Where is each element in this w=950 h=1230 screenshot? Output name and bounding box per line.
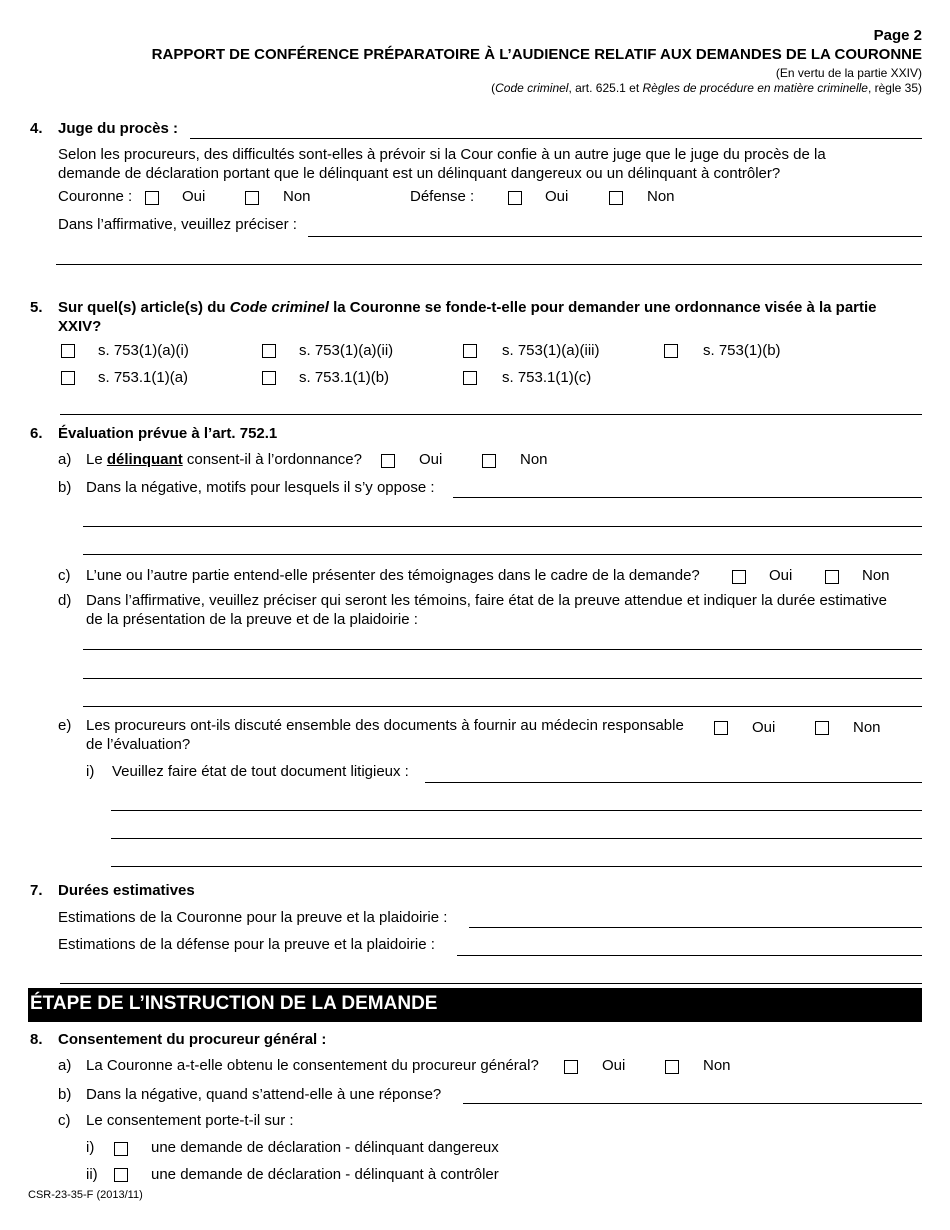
section-4-specify-field[interactable]: [308, 236, 922, 237]
item-6c-letter: c): [58, 567, 71, 584]
option-753-1-a-iii-label: s. 753(1)(a)(iii): [502, 342, 600, 359]
dangerous-offender-checkbox[interactable]: [114, 1142, 128, 1156]
item-6b-label: Dans la négative, motifs pour lesquels il s’y oppose :: [86, 479, 435, 496]
item-8c-label: Le consentement porte-t-il sur :: [86, 1112, 294, 1129]
crown-yes-checkbox[interactable]: [145, 191, 159, 205]
item-6a-yes-label: Oui: [419, 451, 443, 468]
item-8a-letter: a): [58, 1057, 72, 1074]
option-753-1-b-checkbox[interactable]: [664, 344, 678, 358]
crown-estimate-field[interactable]: [469, 927, 922, 928]
item-8b-field[interactable]: [463, 1103, 922, 1104]
option-753-1-1-b-label: s. 753.1(1)(b): [299, 369, 390, 386]
item-8c-letter: c): [58, 1112, 71, 1129]
long-term-offender-checkbox[interactable]: [114, 1168, 128, 1182]
section-5-number: 5.: [30, 299, 43, 316]
section-5-question-line2: XXIV?: [58, 318, 102, 335]
item-8a-no-label: Non: [703, 1057, 731, 1074]
item-8a-yes-label: Oui: [602, 1057, 626, 1074]
item-6e-no-label: Non: [853, 719, 881, 736]
item-6a-no-label: Non: [520, 451, 548, 468]
section-6-title: Évaluation prévue à l’art. 752.1: [58, 425, 278, 442]
section-4-title: Juge du procès :: [58, 120, 179, 137]
item-6c-question: L’une ou l’autre partie entend-elle présenter des témoignages dans le cadre de la demande?: [86, 567, 700, 584]
item-8b-letter: b): [58, 1086, 72, 1103]
item-6c-no-checkbox[interactable]: [825, 570, 839, 584]
section-8-title: Consentement du procureur général :: [58, 1031, 327, 1048]
page-number: Page 2: [873, 27, 922, 44]
item-6d-field-3[interactable]: [83, 706, 922, 707]
item-6e-i-field[interactable]: [425, 782, 922, 783]
defence-no-label: Non: [647, 188, 675, 205]
item-6e-letter: e): [58, 717, 72, 734]
item-6a-letter: a): [58, 451, 72, 468]
form-title: RAPPORT DE CONFÉRENCE PRÉPARATOIRE À L’AUDIENCE RELATIF AUX DEMANDES DE LA COURONNE: [151, 46, 922, 63]
option-753-1-1-a-checkbox[interactable]: [61, 371, 75, 385]
item-6b-field-3[interactable]: [83, 554, 922, 555]
defence-no-checkbox[interactable]: [609, 191, 623, 205]
item-6b-field[interactable]: [453, 497, 922, 498]
option-753-1-a-iii-checkbox[interactable]: [463, 344, 477, 358]
crown-label: Couronne :: [58, 188, 133, 205]
item-6e-i-label: Veuillez faire état de tout document litigieux :: [112, 763, 409, 780]
defence-estimate-field[interactable]: [457, 955, 922, 956]
item-6d-field[interactable]: [83, 649, 922, 650]
option-753-1-a-i-label: s. 753(1)(a)(i): [98, 342, 189, 359]
item-6a-yes-checkbox[interactable]: [381, 454, 395, 468]
option-753-1-1-c-label: s. 753.1(1)(c): [502, 369, 592, 386]
item-6c-no-label: Non: [862, 567, 890, 584]
section-4-specify-field-2[interactable]: [56, 264, 922, 265]
section-5-question-line1: Sur quel(s) article(s) du Code criminel la Couronne se fonde-t-elle pour demander une ordonnance visée à la partie: [58, 299, 877, 316]
item-6a-no-checkbox[interactable]: [482, 454, 496, 468]
section-4-specify-label: Dans l’affirmative, veuillez préciser :: [58, 216, 297, 233]
citation-note: (Code criminel, art. 625.1 et Règles de procédure en matière criminelle, règle 35): [491, 81, 922, 95]
crown-yes-label: Oui: [182, 188, 206, 205]
defence-label: Défense :: [410, 188, 475, 205]
item-6d-question-line1: Dans l’affirmative, veuillez préciser qui seront les témoins, faire état de la preuve attendue et indiquer la durée estimative: [86, 592, 887, 609]
form-code: CSR-23-35-F (2013/11): [28, 1189, 143, 1201]
item-6e-no-checkbox[interactable]: [815, 721, 829, 735]
item-6a-question: Le délinquant consent-il à l’ordonnance?: [86, 451, 362, 468]
item-6c-yes-label: Oui: [769, 567, 793, 584]
trial-judge-field[interactable]: [190, 138, 922, 139]
crown-no-checkbox[interactable]: [245, 191, 259, 205]
item-6e-i-field-2[interactable]: [111, 810, 922, 811]
section-8-number: 8.: [30, 1031, 43, 1048]
authority-note: (En vertu de la partie XXIV): [775, 66, 922, 80]
item-8a-no-checkbox[interactable]: [665, 1060, 679, 1074]
dangerous-offender-label: une demande de déclaration - délinquant dangereux: [151, 1139, 499, 1156]
item-6b-letter: b): [58, 479, 72, 496]
option-753-1-a-ii-checkbox[interactable]: [262, 344, 276, 358]
section-7-number: 7.: [30, 882, 43, 899]
item-8b-label: Dans la négative, quand s’attend-elle à une réponse?: [86, 1086, 442, 1103]
item-8a-question: La Couronne a-t-elle obtenu le consentement du procureur général?: [86, 1057, 539, 1074]
item-6e-question-line2: de l’évaluation?: [86, 736, 191, 753]
defence-estimate-label: Estimations de la défense pour la preuve et la plaidoirie :: [58, 936, 435, 953]
item-8c-ii-letter: ii): [86, 1166, 98, 1183]
section-7-title: Durées estimatives: [58, 882, 195, 899]
item-6e-i-letter: i): [86, 763, 95, 780]
option-753-1-1-a-label: s. 753.1(1)(a): [98, 369, 189, 386]
item-8a-yes-checkbox[interactable]: [564, 1060, 578, 1074]
option-753-1-b-label: s. 753(1)(b): [703, 342, 781, 359]
item-6e-yes-checkbox[interactable]: [714, 721, 728, 735]
item-6b-field-2[interactable]: [83, 526, 922, 527]
section-4-number: 4.: [30, 120, 43, 137]
section-banner: ÉTAPE DE L’INSTRUCTION DE LA DEMANDE: [28, 988, 922, 1022]
item-6d-letter: d): [58, 592, 72, 609]
item-6c-yes-checkbox[interactable]: [732, 570, 746, 584]
option-753-1-a-i-checkbox[interactable]: [61, 344, 75, 358]
section-divider-2: [60, 983, 922, 984]
section-6-number: 6.: [30, 425, 43, 442]
section-4-question-line1: Selon les procureurs, des difficultés sont-elles à prévoir si la Cour confie à un autre juge que le juge du procès de la: [58, 146, 826, 163]
long-term-offender-label: une demande de déclaration - délinquant à contrôler: [151, 1166, 499, 1183]
defence-yes-label: Oui: [545, 188, 569, 205]
item-8c-i-letter: i): [86, 1139, 95, 1156]
item-6d-question-line2: de la présentation de la preuve et de la plaidoirie :: [86, 611, 418, 628]
crown-no-label: Non: [283, 188, 311, 205]
item-6e-i-field-3[interactable]: [111, 838, 922, 839]
item-6e-i-field-4[interactable]: [111, 866, 922, 867]
item-6e-question-line1: Les procureurs ont-ils discuté ensemble des documents à fournir au médecin responsable: [86, 717, 684, 734]
option-753-1-a-ii-label: s. 753(1)(a)(ii): [299, 342, 394, 359]
section-4-question-line2: demande de déclaration portant que le délinquant est un délinquant dangereux ou un délinquant à contrôler?: [58, 165, 781, 182]
defence-yes-checkbox[interactable]: [508, 191, 522, 205]
option-753-1-1-c-checkbox[interactable]: [463, 371, 477, 385]
section-divider: [60, 414, 922, 415]
crown-estimate-label: Estimations de la Couronne pour la preuve et la plaidoirie :: [58, 909, 448, 926]
option-753-1-1-b-checkbox[interactable]: [262, 371, 276, 385]
item-6e-yes-label: Oui: [752, 719, 776, 736]
item-6d-field-2[interactable]: [83, 678, 922, 679]
